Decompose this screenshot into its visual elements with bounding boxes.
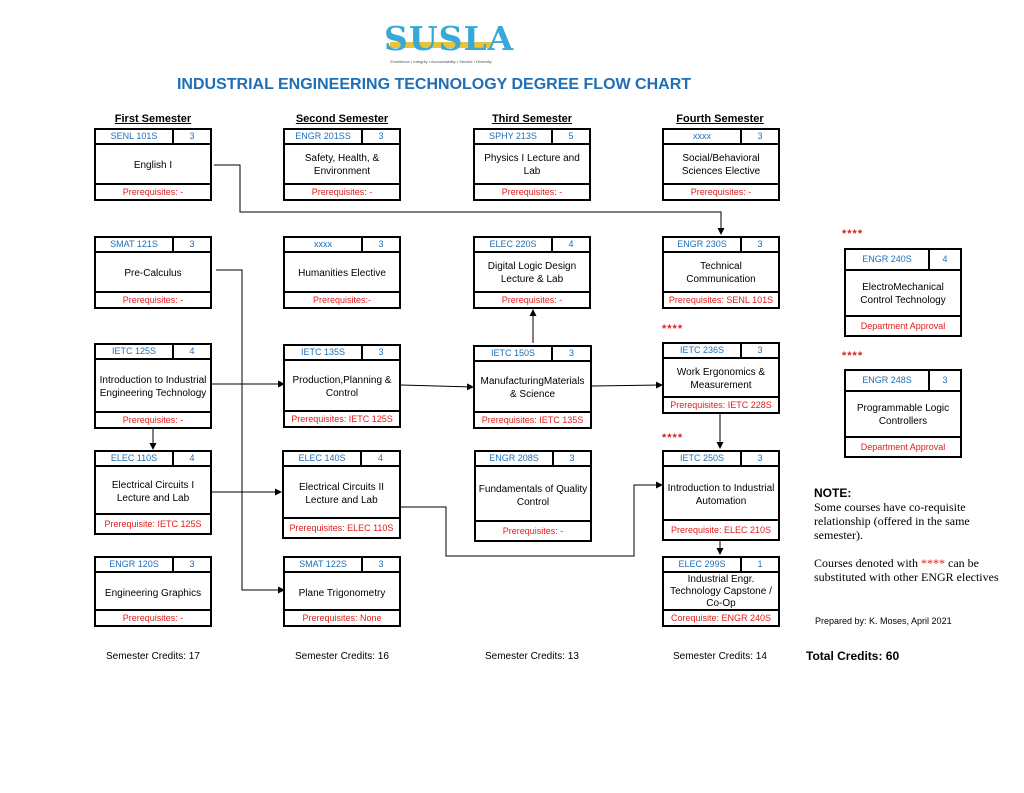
course-code: ENGR 201SS: [285, 130, 363, 145]
logo-wordmark: SUSLA: [384, 19, 515, 58]
course-ietc250[interactable]: [662, 450, 780, 541]
course-prereq: Prerequisite: ELEC 210S: [664, 519, 778, 539]
course-credits: 3: [742, 344, 778, 359]
elective-stars-engr248: ****: [842, 350, 864, 362]
course-prereq: Prerequisites: IETC 135S: [475, 411, 590, 427]
course-code: SMAT 121S: [96, 238, 174, 253]
course-ietc135[interactable]: [283, 344, 401, 428]
semester-credits-fourth: Semester Credits: 14: [673, 651, 767, 662]
semester-heading-third: Third Semester: [491, 113, 573, 125]
course-title: Work Ergonomics & Measurement: [676, 366, 766, 391]
course-code: ENGR 240S: [846, 250, 930, 271]
course-code: IETC 135S: [285, 346, 363, 361]
course-title: Electrical Circuits II Lecture and Lab: [298, 482, 384, 506]
course-title: Introduction to Industrial Engineering Technology: [99, 375, 207, 399]
course-engr248[interactable]: [844, 369, 962, 458]
course-senl101[interactable]: [94, 128, 212, 201]
course-credits: 3: [363, 558, 399, 573]
course-title: ElectroMechanical Control Technology: [860, 282, 946, 306]
course-code: IETC 250S: [664, 452, 742, 467]
connector-ietc135-ietc150: [401, 385, 473, 387]
note-substitution-text: [814, 556, 1014, 584]
course-prereq: Prerequisites: -: [285, 183, 399, 199]
course-title: Engineering Graphics: [104, 587, 202, 599]
semester-credits-third: Semester Credits: 13: [485, 651, 579, 662]
course-prereq: Prerequisite: IETC 125S: [96, 513, 210, 533]
course-credits: 4: [930, 250, 960, 271]
course-title: Digital Logic Design Lecture & Lab: [487, 261, 577, 285]
course-code: ENGR 248S: [846, 371, 930, 392]
semester-heading-fourth: Fourth Semester: [676, 113, 764, 125]
course-engr120[interactable]: [94, 556, 212, 627]
course-credits: 4: [362, 452, 399, 467]
course-engr208[interactable]: [474, 450, 592, 542]
course-smat121[interactable]: [94, 236, 212, 309]
course-elec299[interactable]: [662, 556, 780, 627]
course-code: xxxx: [664, 130, 742, 145]
note-box: [814, 486, 1014, 584]
course-prereq: Prerequisites:-: [285, 291, 399, 307]
course-prereq: Corequisite: ENGR 240S: [664, 609, 778, 625]
course-ietc150[interactable]: [473, 345, 592, 429]
connector-smat121-smat122: [216, 270, 284, 590]
elective-stars-ietc236: ****: [662, 323, 684, 335]
course-prereq: Department Approval: [846, 315, 960, 335]
course-credits: 4: [174, 345, 210, 360]
course-credits: 3: [742, 238, 778, 253]
course-credits: 3: [554, 452, 590, 467]
course-engr240[interactable]: [844, 248, 962, 337]
course-code: ELEC 140S: [284, 452, 362, 467]
note-corequisite-text: Some courses have co-requisite relationship (offered in the same semester).: [814, 500, 970, 542]
course-title: Pre-Calculus: [124, 267, 182, 279]
course-prereq: Prerequisites: -: [475, 183, 589, 199]
course-title: Introduction to Industrial Automation: [667, 483, 775, 507]
course-credits: 3: [363, 130, 399, 145]
course-prereq: Department Approval: [846, 436, 960, 456]
course-credits: 3: [363, 346, 399, 361]
course-code: IETC 236S: [664, 344, 742, 359]
course-credits: 5: [553, 130, 589, 145]
course-social-elective[interactable]: [662, 128, 780, 201]
elective-stars-engr240: ****: [842, 228, 864, 240]
course-sphy213[interactable]: [473, 128, 591, 201]
course-credits: 1: [742, 558, 778, 573]
course-code: ELEC 299S: [664, 558, 742, 573]
course-smat122[interactable]: [283, 556, 401, 627]
course-title: Physics I Lecture and Lab: [484, 153, 580, 177]
course-title: Industrial Engr. Technology Capstone / Co-Op: [670, 574, 772, 609]
course-code: SMAT 122S: [285, 558, 363, 573]
course-title: Programmable Logic Controllers: [856, 403, 950, 427]
course-code: SPHY 213S: [475, 130, 553, 145]
course-prereq: Prerequisites: SENL 101S: [664, 291, 778, 307]
course-prereq: Prerequisites: None: [285, 609, 399, 625]
semester-heading-second: Second Semester: [295, 113, 389, 125]
course-credits: 3: [553, 347, 590, 362]
course-credits: 3: [742, 130, 778, 145]
course-code: xxxx: [285, 238, 363, 253]
course-credits: 4: [553, 238, 589, 253]
course-code: ELEC 220S: [475, 238, 553, 253]
course-prereq: Prerequisites: -: [96, 183, 210, 199]
course-ietc125[interactable]: [94, 343, 212, 429]
course-credits: 3: [174, 238, 210, 253]
prepared-by: Prepared by: K. Moses, April 2021: [815, 616, 952, 626]
note-stars: ****: [921, 556, 945, 570]
course-engr201[interactable]: [283, 128, 401, 201]
course-prereq: Prerequisites: -: [96, 411, 210, 427]
course-code: IETC 150S: [475, 347, 553, 362]
course-code: ENGR 208S: [476, 452, 554, 467]
course-engr230[interactable]: [662, 236, 780, 309]
course-title: English I: [133, 159, 173, 171]
course-title: Fundamentals of Quality Control: [478, 484, 588, 508]
course-prereq: Prerequisites: -: [96, 291, 210, 307]
course-title: Social/Behavioral Sciences Elective: [681, 153, 761, 177]
course-prereq: Prerequisites: IETC 125S: [285, 410, 399, 426]
course-credits: 3: [174, 558, 210, 573]
semester-credits-second: Semester Credits: 16: [295, 651, 389, 662]
course-elec140[interactable]: [282, 450, 401, 539]
course-title: ManufacturingMaterials & Science: [480, 376, 585, 400]
course-prereq: Prerequisites: IETC 228S: [664, 396, 778, 412]
note-title: NOTE:: [814, 486, 852, 500]
course-code: SENL 101S: [96, 130, 174, 145]
course-title: Production,Planning & Control: [292, 375, 392, 399]
course-title: Plane Trigonometry: [298, 587, 386, 599]
semester-credits-first: Semester Credits: 17: [106, 651, 200, 662]
course-code: ENGR 230S: [664, 238, 742, 253]
course-humanities-elective[interactable]: [283, 236, 401, 309]
course-credits: 3: [742, 452, 778, 467]
course-title: Electrical Circuits I Lecture and Lab: [111, 480, 195, 504]
course-title: Technical Communication: [686, 261, 756, 285]
course-prereq: Prerequisites: -: [664, 183, 778, 199]
course-credits: 4: [174, 452, 210, 467]
note-substitution-pre: Courses denoted with: [814, 556, 921, 570]
course-code: ELEC 110S: [96, 452, 174, 467]
course-credits: 3: [363, 238, 399, 253]
course-credits: 3: [174, 130, 210, 145]
course-code: IETC 125S: [96, 345, 174, 360]
course-prereq: Prerequisites: ELEC 110S: [284, 517, 399, 537]
course-code: ENGR 120S: [96, 558, 174, 573]
course-title: Humanities Elective: [298, 267, 386, 279]
note-substitution-post: can be substituted with other ENGR electives: [814, 556, 999, 584]
connector-ietc150-ietc236: [592, 385, 662, 386]
course-elec220[interactable]: [473, 236, 591, 309]
course-prereq: Prerequisites: -: [476, 520, 590, 540]
course-title: Safety, Health, & Environment: [304, 153, 380, 177]
course-prereq: Prerequisites: -: [96, 609, 210, 625]
elective-stars-ietc250: ****: [662, 432, 684, 444]
semester-heading-first: First Semester: [114, 113, 192, 125]
course-ietc236[interactable]: [662, 342, 780, 414]
logo-tagline: Excellence • Integrity • Accountability • Service • Diversity: [390, 59, 492, 64]
course-elec110[interactable]: [94, 450, 212, 535]
total-credits: Total Credits: 60: [806, 649, 900, 663]
course-credits: 3: [930, 371, 960, 392]
chart-title: INDUSTRIAL ENGINEERING TECHNOLOGY DEGREE FLOW CHART: [176, 76, 692, 93]
course-prereq: Prerequisites: -: [475, 291, 589, 307]
